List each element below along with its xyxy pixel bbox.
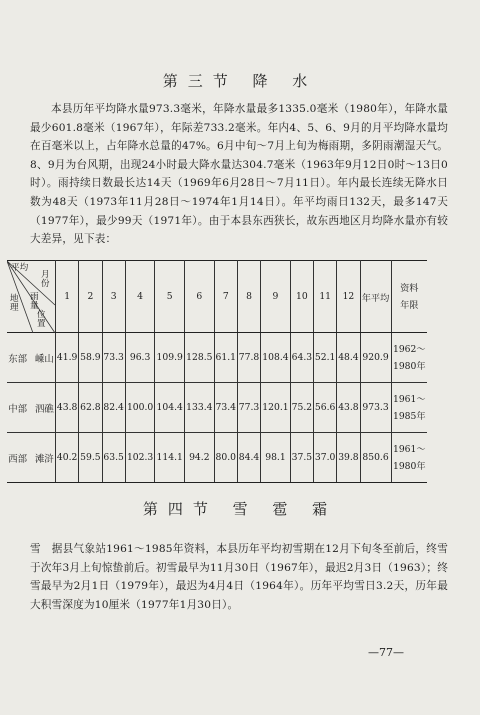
table-cell: 63.5 <box>102 433 125 483</box>
years-start: 1961～ <box>392 393 426 405</box>
diag-label-bottom-left: 地 理 <box>10 294 19 313</box>
table-cell: 58.9 <box>79 333 102 383</box>
table-cell-years <box>391 433 427 483</box>
table-row-east <box>7 333 427 383</box>
table-cell: 109.9 <box>155 333 185 383</box>
table-cell-average: 850.6 <box>360 433 391 483</box>
table-cell: 73.4 <box>214 383 237 433</box>
station-label: 泗礁 <box>35 403 54 415</box>
region-label: 中部 <box>8 403 27 415</box>
header-month-2: 2 <box>79 261 102 333</box>
snow-text: 据县气象站1961～1985年资料，本县历年平均初雪期在12月下旬冬至前后，终雪于次年3月上旬惊蛰前后。初雪最早为11月30日（1967年），最迟2月3日（1963）；终雪最早为2月1日（1979年），最迟为4月4日（1964年）。历年平均雪日3.2天，历年最大积雪深度为10厘米（1977年1月30日）。 <box>30 543 448 611</box>
table-cell-average: 920.9 <box>360 333 391 383</box>
station-label: 嵊山 <box>35 353 54 365</box>
section-3-title: 第三节 降 水 <box>162 72 318 90</box>
table-cell: 100.0 <box>125 383 155 433</box>
table-cell: 40.2 <box>56 433 79 483</box>
table-cell: 114.1 <box>155 433 185 483</box>
header-month-9: 9 <box>261 261 291 333</box>
table-cell: 61.1 <box>214 333 237 383</box>
station-label: 滩浒 <box>35 453 54 465</box>
header-month-12: 12 <box>337 261 360 333</box>
years-start: 1962～ <box>392 343 426 355</box>
table-cell: 82.4 <box>102 383 125 433</box>
table-cell: 94.2 <box>185 433 215 483</box>
table-row-central <box>7 383 427 433</box>
header-month-11: 11 <box>314 261 337 333</box>
table-cell: 77.3 <box>237 383 260 433</box>
table-cell: 96.3 <box>125 333 155 383</box>
table-cell: 41.9 <box>56 333 79 383</box>
row-location <box>7 433 56 483</box>
table-cell: 108.4 <box>261 333 291 383</box>
header-month-5: 5 <box>155 261 185 333</box>
snow-subheading: 雪 <box>30 543 41 555</box>
table-cell: 75.2 <box>290 383 313 433</box>
table-cell: 43.8 <box>337 383 360 433</box>
table-header-row <box>7 261 427 333</box>
years-start: 1961～ <box>392 443 426 455</box>
table-row-west <box>7 433 427 483</box>
header-data-label-2: 年限 <box>400 299 419 311</box>
diag-label-top-left: 平均 <box>11 263 29 273</box>
region-label: 东部 <box>8 353 27 365</box>
header-month-4: 4 <box>125 261 155 333</box>
header-month-6: 6 <box>185 261 215 333</box>
table-cell: 104.4 <box>155 383 185 433</box>
table-cell: 43.8 <box>56 383 79 433</box>
diag-label-bottom-right: 位 置 <box>37 310 46 329</box>
header-month-1: 1 <box>56 261 79 333</box>
region-label: 西部 <box>8 453 27 465</box>
section-3-paragraph: 本县历年平均降水量973.3毫米，年降水量最多1335.0毫米（1980年），年降水量最少601.8毫米（1967年），年际差733.2毫米。年内4、5、6、9月的月平均降水量均在百毫米以上，占年降水总量的47%。6月中旬～7月上旬为梅雨期，多阴雨潮湿天气。8、9月为台风期，出现24小时最大降水量达304.7毫米（1963年9月12日0时～13日0时）。雨持续日数最长达14天（1969年6月28日～7月11日）。年内最长连续无降水日数为48天（1973年11月28日～1974年1月14日）。年平均雨日132天，最多147天（1977年），最少99天（1971年）。由于本县东西狭长，故东西地区月均降水量亦有较大差异，见下表： <box>30 103 448 246</box>
header-month-3: 3 <box>102 261 125 333</box>
table-cell: 37.0 <box>314 433 337 483</box>
header-month-7: 7 <box>214 261 237 333</box>
table-cell: 37.5 <box>290 433 313 483</box>
header-data-years <box>391 261 427 333</box>
table-cell-average: 973.3 <box>360 383 391 433</box>
section-4-paragraph <box>30 540 448 614</box>
table-cell: 80.0 <box>214 433 237 483</box>
years-end: 1980年 <box>392 460 426 472</box>
diag-label-top-right: 月 份 <box>41 270 50 289</box>
header-data-label-1: 资料 <box>400 282 419 294</box>
header-month-10: 10 <box>290 261 313 333</box>
table-cell: 98.1 <box>261 433 291 483</box>
header-month-8: 8 <box>237 261 260 333</box>
table-cell-years <box>391 333 427 383</box>
header-annual-average: 年平均 <box>360 261 391 333</box>
diag-label-middle: 雨 量 <box>30 292 39 311</box>
table-cell: 84.4 <box>237 433 260 483</box>
table-cell: 77.8 <box>237 333 260 383</box>
table-cell: 56.6 <box>314 383 337 433</box>
years-end: 1980年 <box>392 360 426 372</box>
table-cell: 64.3 <box>290 333 313 383</box>
table-cell: 62.8 <box>79 383 102 433</box>
table-cell: 73.3 <box>102 333 125 383</box>
table-cell: 128.5 <box>185 333 215 383</box>
table-cell: 59.5 <box>79 433 102 483</box>
diagonal-header-cell <box>7 261 56 333</box>
table-cell: 102.3 <box>125 433 155 483</box>
table-cell: 133.4 <box>185 383 215 433</box>
row-location <box>7 383 56 433</box>
rainfall-table <box>7 260 427 483</box>
years-end: 1985年 <box>392 410 426 422</box>
table-cell: 48.4 <box>337 333 360 383</box>
table-cell: 120.1 <box>261 383 291 433</box>
table-cell: 52.1 <box>314 333 337 383</box>
table-cell-years <box>391 383 427 433</box>
page-number: —77— <box>368 646 404 659</box>
row-location <box>7 333 56 383</box>
section-4-title: 第四节 雪 雹 霜 <box>142 500 338 518</box>
table-cell: 39.8 <box>337 433 360 483</box>
